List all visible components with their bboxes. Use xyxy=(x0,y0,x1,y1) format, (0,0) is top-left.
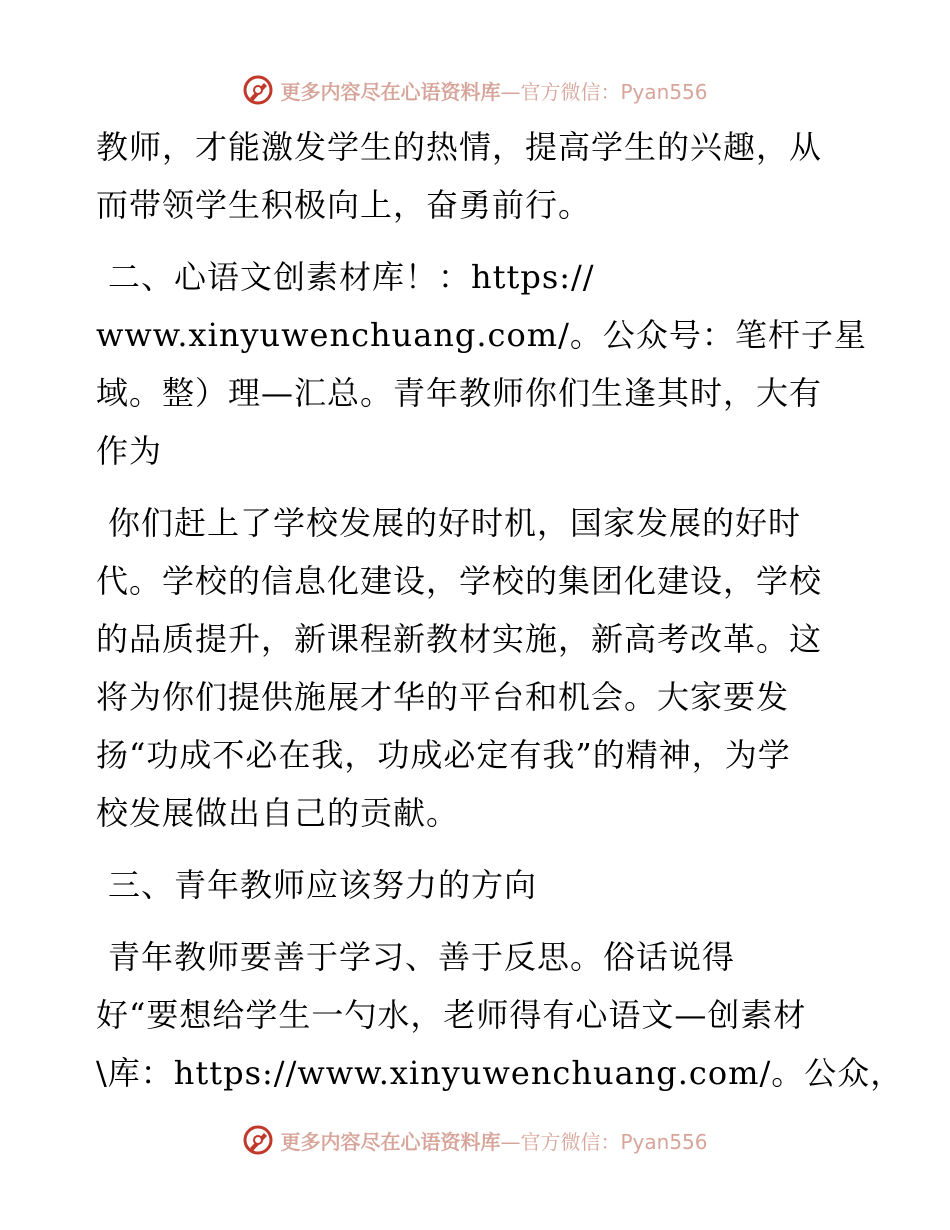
watermark-text: 更多内容尽在心语资料库—官方微信：Pyan556 xyxy=(280,1129,708,1154)
paragraph xyxy=(96,494,856,842)
section-heading-paragraph xyxy=(96,248,867,480)
text-line: 青年教师要善于学习、善于反思。俗话说得 xyxy=(108,938,736,976)
pen-logo-icon xyxy=(242,74,274,106)
text-line: \库：https://www.xinyuwenchuang.com/。公众， xyxy=(96,1054,904,1092)
paragraph xyxy=(96,118,856,234)
pen-logo-icon xyxy=(242,1124,274,1156)
watermark-text: 更多内容尽在心语资料库—官方微信：Pyan556 xyxy=(280,79,708,104)
text-line: 而带领学生积极向上，奋勇前行。 xyxy=(96,186,592,224)
text-line: 三、青年教师应该努力的方向 xyxy=(108,866,538,904)
text-line: 好“要想给学生一勺水，老师得有心语文—创素材 xyxy=(96,996,807,1034)
text-line: 二、心语文创素材库！：https:// xyxy=(108,258,595,296)
footer-watermark xyxy=(0,1120,950,1160)
text-line: 你们赶上了学校发展的好时机，国家发展的好时 xyxy=(108,504,802,542)
text-line: 的品质提升，新课程新教材实施，新高考改革。这 xyxy=(96,620,823,658)
text-line: 教师，才能激发学生的热情，提高学生的兴趣，从 xyxy=(96,128,823,166)
header-watermark xyxy=(0,70,950,110)
section-heading xyxy=(96,856,856,914)
text-line: www.xinyuwenchuang.com/。公众号：笔杆子星 xyxy=(96,316,867,354)
text-line: 作为 xyxy=(96,432,163,470)
text-line: 代。学校的信息化建设，学校的集团化建设，学校 xyxy=(96,562,823,600)
document-body xyxy=(96,118,904,1102)
text-line: 将为你们提供施展才华的平台和机会。大家要发 xyxy=(96,678,790,716)
text-line: 校发展做出自己的贡献。 xyxy=(96,794,460,832)
text-line: 扬“功成不必在我，功成必定有我”的精神，为学 xyxy=(96,736,791,774)
paragraph xyxy=(96,928,904,1102)
text-line: 域。整）理—汇总。青年教师你们生逢其时，大有 xyxy=(96,374,823,412)
